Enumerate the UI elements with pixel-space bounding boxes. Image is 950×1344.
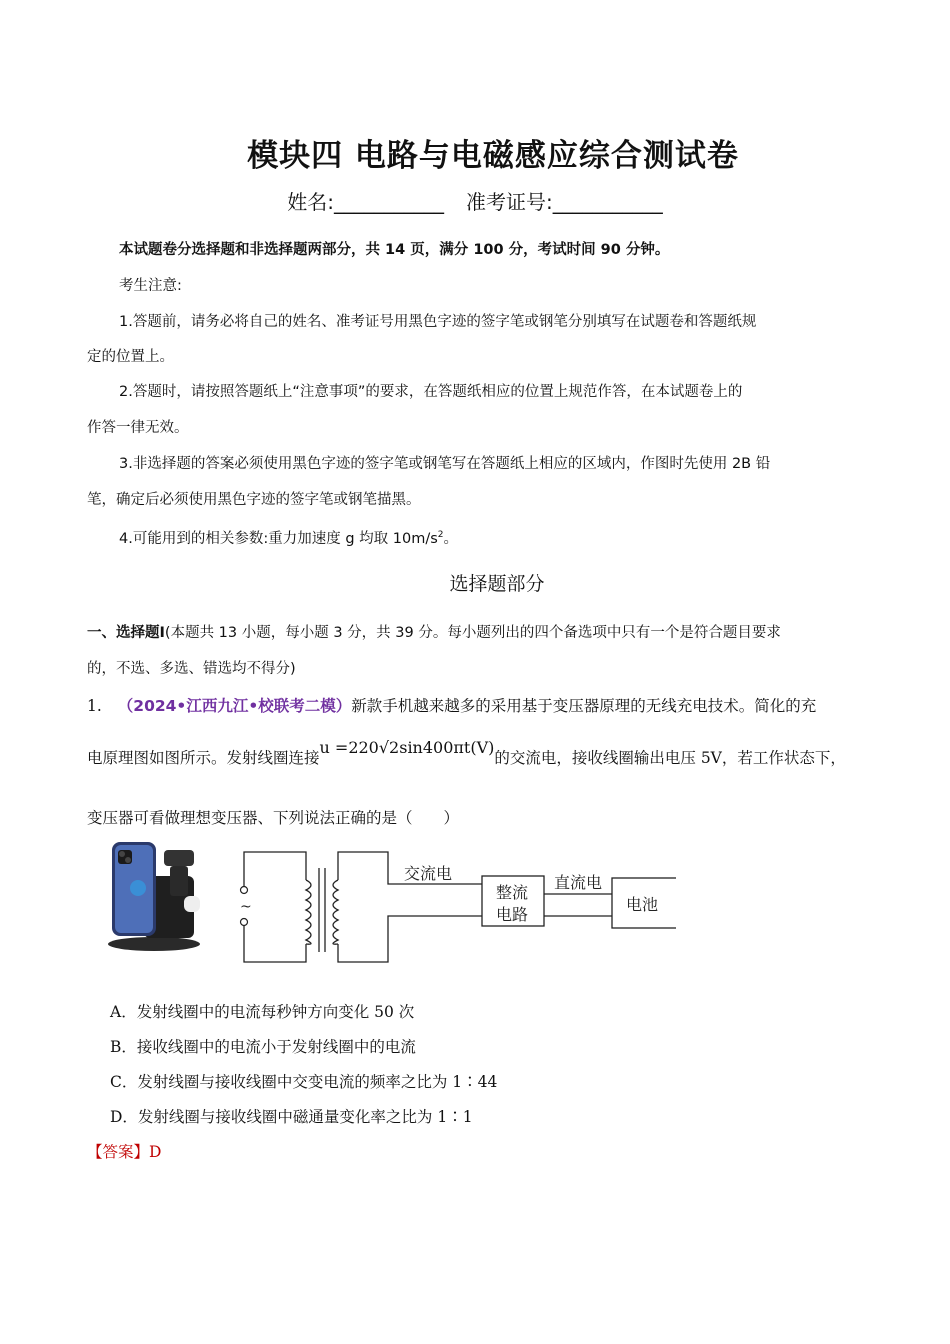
question-1-line-1: 1. （2024•江西九江•校联考二模）新款手机越来越多的采用基于变压器原理的无线充电技术。简化的充 — [87, 697, 817, 715]
rectifier-label-2: 电路 — [496, 905, 529, 924]
secondary-coil — [333, 880, 338, 944]
notice-item-1-line-1: 1.答题前，请务必将自己的姓名、准考证号用黑色字迹的签字笔或钢笔分别填写在试题卷和答题纸规 — [119, 314, 757, 330]
battery-label: 电池 — [626, 895, 659, 914]
notice-item-2-line-2: 作答一律无效。 — [87, 420, 189, 436]
secondary-wire-bottom — [338, 916, 482, 962]
option-d: D．发射线圈与接收线圈中磁通量变化率之比为 1∶1 — [110, 1108, 473, 1126]
id-label: 准考证号: — [466, 190, 553, 214]
id-blank[interactable]: ___________ — [552, 190, 663, 214]
terminal-top — [241, 887, 248, 894]
page-title: 模块四 电路与电磁感应综合测试卷 — [247, 138, 739, 174]
section-heading: 一、选择题Ⅰ(本题共 13 小题，每小题 3 分，共 39 分。每小题列出的四个备选项中只有一个是符合题目要求 — [87, 625, 781, 641]
answer-label: 【答案】 — [87, 1143, 150, 1161]
notice-item-3-line-2: 笔，确定后必须使用黑色字迹的签字笔或钢笔描黑。 — [87, 492, 421, 508]
notice-item-1-line-2: 定的位置上。 — [87, 349, 174, 365]
terminal-bottom — [241, 919, 248, 926]
notice-item-3-line-1: 3.非选择题的答案必须使用黑色字迹的签字笔或钢笔写在答题纸上相应的区域内，作图时先使用 2B 铅 — [119, 456, 771, 472]
primary-wire-bottom — [244, 922, 306, 962]
answer-value: D — [149, 1143, 162, 1161]
primary-wire-top — [244, 852, 306, 890]
primary-coil — [306, 880, 311, 944]
option-a: A．发射线圈中的电流每秒钟方向变化 50 次 — [110, 1003, 415, 1021]
tilde-symbol: ~ — [240, 899, 252, 915]
answer — [87, 1140, 161, 1162]
option-c: C．发射线圈与接收线圈中交变电流的频率之比为 1∶44 — [110, 1073, 498, 1091]
name-label: 姓名: — [287, 190, 334, 214]
exam-intro: 本试题卷分选择题和非选择题两部分，共 14 页，满分 100 分，考试时间 90 分钟。 — [119, 242, 670, 258]
dc-label: 直流电 — [554, 873, 603, 892]
section-heading-line-2: 的，不选、多选、错选均不得分) — [87, 661, 296, 677]
option-b: B．接收线圈中的电流小于发射线圈中的电流 — [110, 1038, 416, 1056]
question-1-line-2: 电原理图如图所示。发射线圈连接u =220√2sin400πt(V)的交流电，接收线圈输出电压 5V，若工作状态下， — [87, 738, 846, 767]
wireless-charger-image — [104, 836, 206, 952]
ac-label: 交流电 — [404, 864, 453, 883]
question-source: （2024•江西九江•校联考二模） — [117, 697, 352, 715]
circuit-diagram — [236, 846, 676, 970]
question-1-line-3: 变压器可看做理想变压器、下列说法正确的是（ ） — [87, 809, 460, 827]
name-id-line — [0, 186, 950, 215]
voltage-formula: u =220√2sin400πt(V) — [319, 738, 495, 757]
rectifier-label-1: 整流 — [496, 883, 529, 902]
name-blank[interactable]: ___________ — [334, 190, 444, 214]
notice-item-4: 4.可能用到的相关参数:重力加速度 g 均取 $10m/s^2$。 — [119, 530, 458, 547]
notice-label: 考生注意: — [119, 278, 182, 294]
question-number: 1. — [87, 697, 102, 715]
notice-item-2-line-1: 2.答题时，请按照答题纸上“注意事项”的要求，在答题纸相应的位置上规范作答，在本试题卷上的 — [119, 384, 743, 400]
section-title: 选择题部分 — [449, 573, 545, 595]
